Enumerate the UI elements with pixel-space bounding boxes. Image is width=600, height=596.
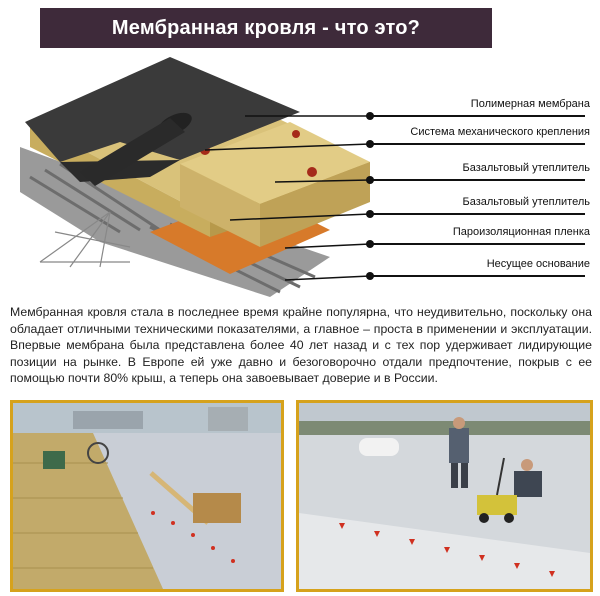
leader-line [370,115,585,117]
page-title: Мембранная кровля - что это? [111,16,421,39]
leader-line [370,143,585,145]
layer-label-base: Несущее основание [486,258,590,270]
fastener-dot [292,130,300,138]
layer-label-fastening: Система механического крепления [410,126,590,138]
photo-membrane-install-left [10,400,284,592]
leader-line [370,179,585,181]
roof-layers-diagram [0,52,600,302]
leader-line [370,275,585,277]
leader-line [370,213,585,215]
fastener-dot [307,167,317,177]
layer-label-membrane: Полимерная мембрана [470,98,590,110]
description-paragraph: Мембранная кровля стала в последнее время крайне популярна, что неудивительно, поскольку она обладает отличными техническими показателями, а главное – проста в применении и эксплуатации. Впервые мембрана была представлена более 40 лет назад и с тех пор удерживает лидирующие позиции на рынке. В Европе ей уже давно и безоговорочно отдали предпочтение, покрыв с ее помощью почти 80% крыш, а теперь она завоевывает доверие и в России. [10,305,592,385]
layer-label-vapor-film: Пароизоляционная пленка [452,226,590,238]
layer-label-insulation-top: Базальтовый утеплитель [462,162,590,174]
photo-membrane-install-right [296,400,593,592]
leader-line [370,243,585,245]
layer-label-insulation-bottom: Базальтовый утеплитель [462,196,590,208]
title-banner [40,8,492,48]
